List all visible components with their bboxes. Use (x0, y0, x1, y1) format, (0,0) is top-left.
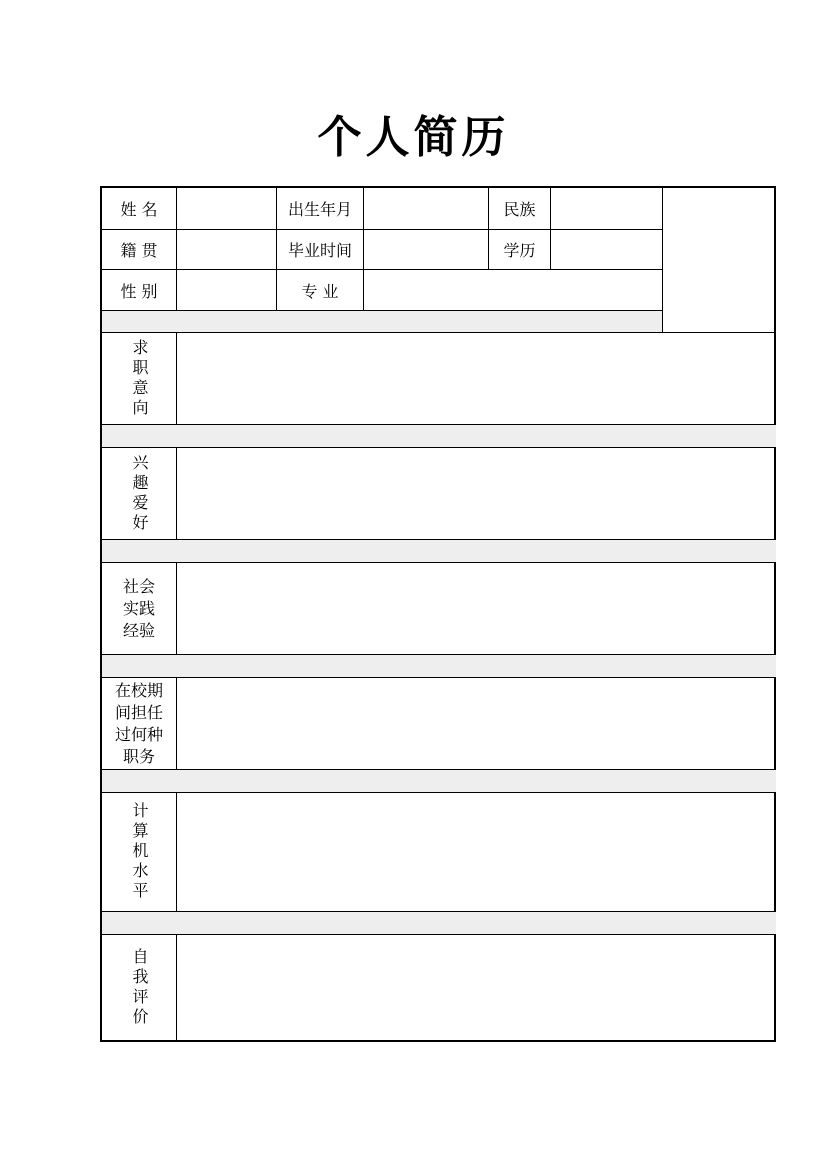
job-intention-field[interactable] (177, 333, 776, 425)
spacer-row (102, 770, 776, 793)
ethnicity-field[interactable] (551, 188, 663, 230)
job-intention-label: 求职意向 (102, 333, 177, 425)
major-label: 专 业 (277, 270, 364, 311)
school-positions-field[interactable] (177, 678, 776, 770)
computer-skill-field[interactable] (177, 793, 776, 912)
hobbies-field[interactable] (177, 448, 776, 540)
hobbies-label: 兴趣爱好 (102, 448, 177, 540)
ethnicity-label: 民族 (489, 188, 551, 230)
name-label: 姓 名 (102, 188, 177, 230)
photo-box[interactable] (663, 188, 776, 333)
social-practice-field[interactable] (177, 563, 776, 655)
major-field[interactable] (364, 270, 663, 311)
page-title: 个人简历 (317, 112, 510, 163)
social-practice-label: 社会实践经验 (102, 563, 177, 655)
spacer-row (102, 425, 776, 448)
hometown-field[interactable] (177, 230, 277, 270)
spacer-row (102, 311, 663, 333)
education-label: 学历 (489, 230, 551, 270)
gender-field[interactable] (177, 270, 277, 311)
gender-label: 性 别 (102, 270, 177, 311)
spacer-row (102, 655, 776, 678)
self-evaluation-field[interactable] (177, 935, 776, 1040)
graduation-label: 毕业时间 (277, 230, 364, 270)
hometown-label: 籍 贯 (102, 230, 177, 270)
resume-table (100, 186, 776, 1042)
computer-skill-label: 计算机水平 (102, 793, 177, 912)
education-field[interactable] (551, 230, 663, 270)
spacer-row (102, 540, 776, 563)
name-field[interactable] (177, 188, 277, 230)
birth-date-field[interactable] (364, 188, 489, 230)
birth-date-label: 出生年月 (277, 188, 364, 230)
spacer-row (102, 912, 776, 935)
self-evaluation-label: 自我评价 (102, 935, 177, 1040)
graduation-field[interactable] (364, 230, 489, 270)
school-positions-label: 在校期间担任过何种职务 (102, 678, 177, 770)
